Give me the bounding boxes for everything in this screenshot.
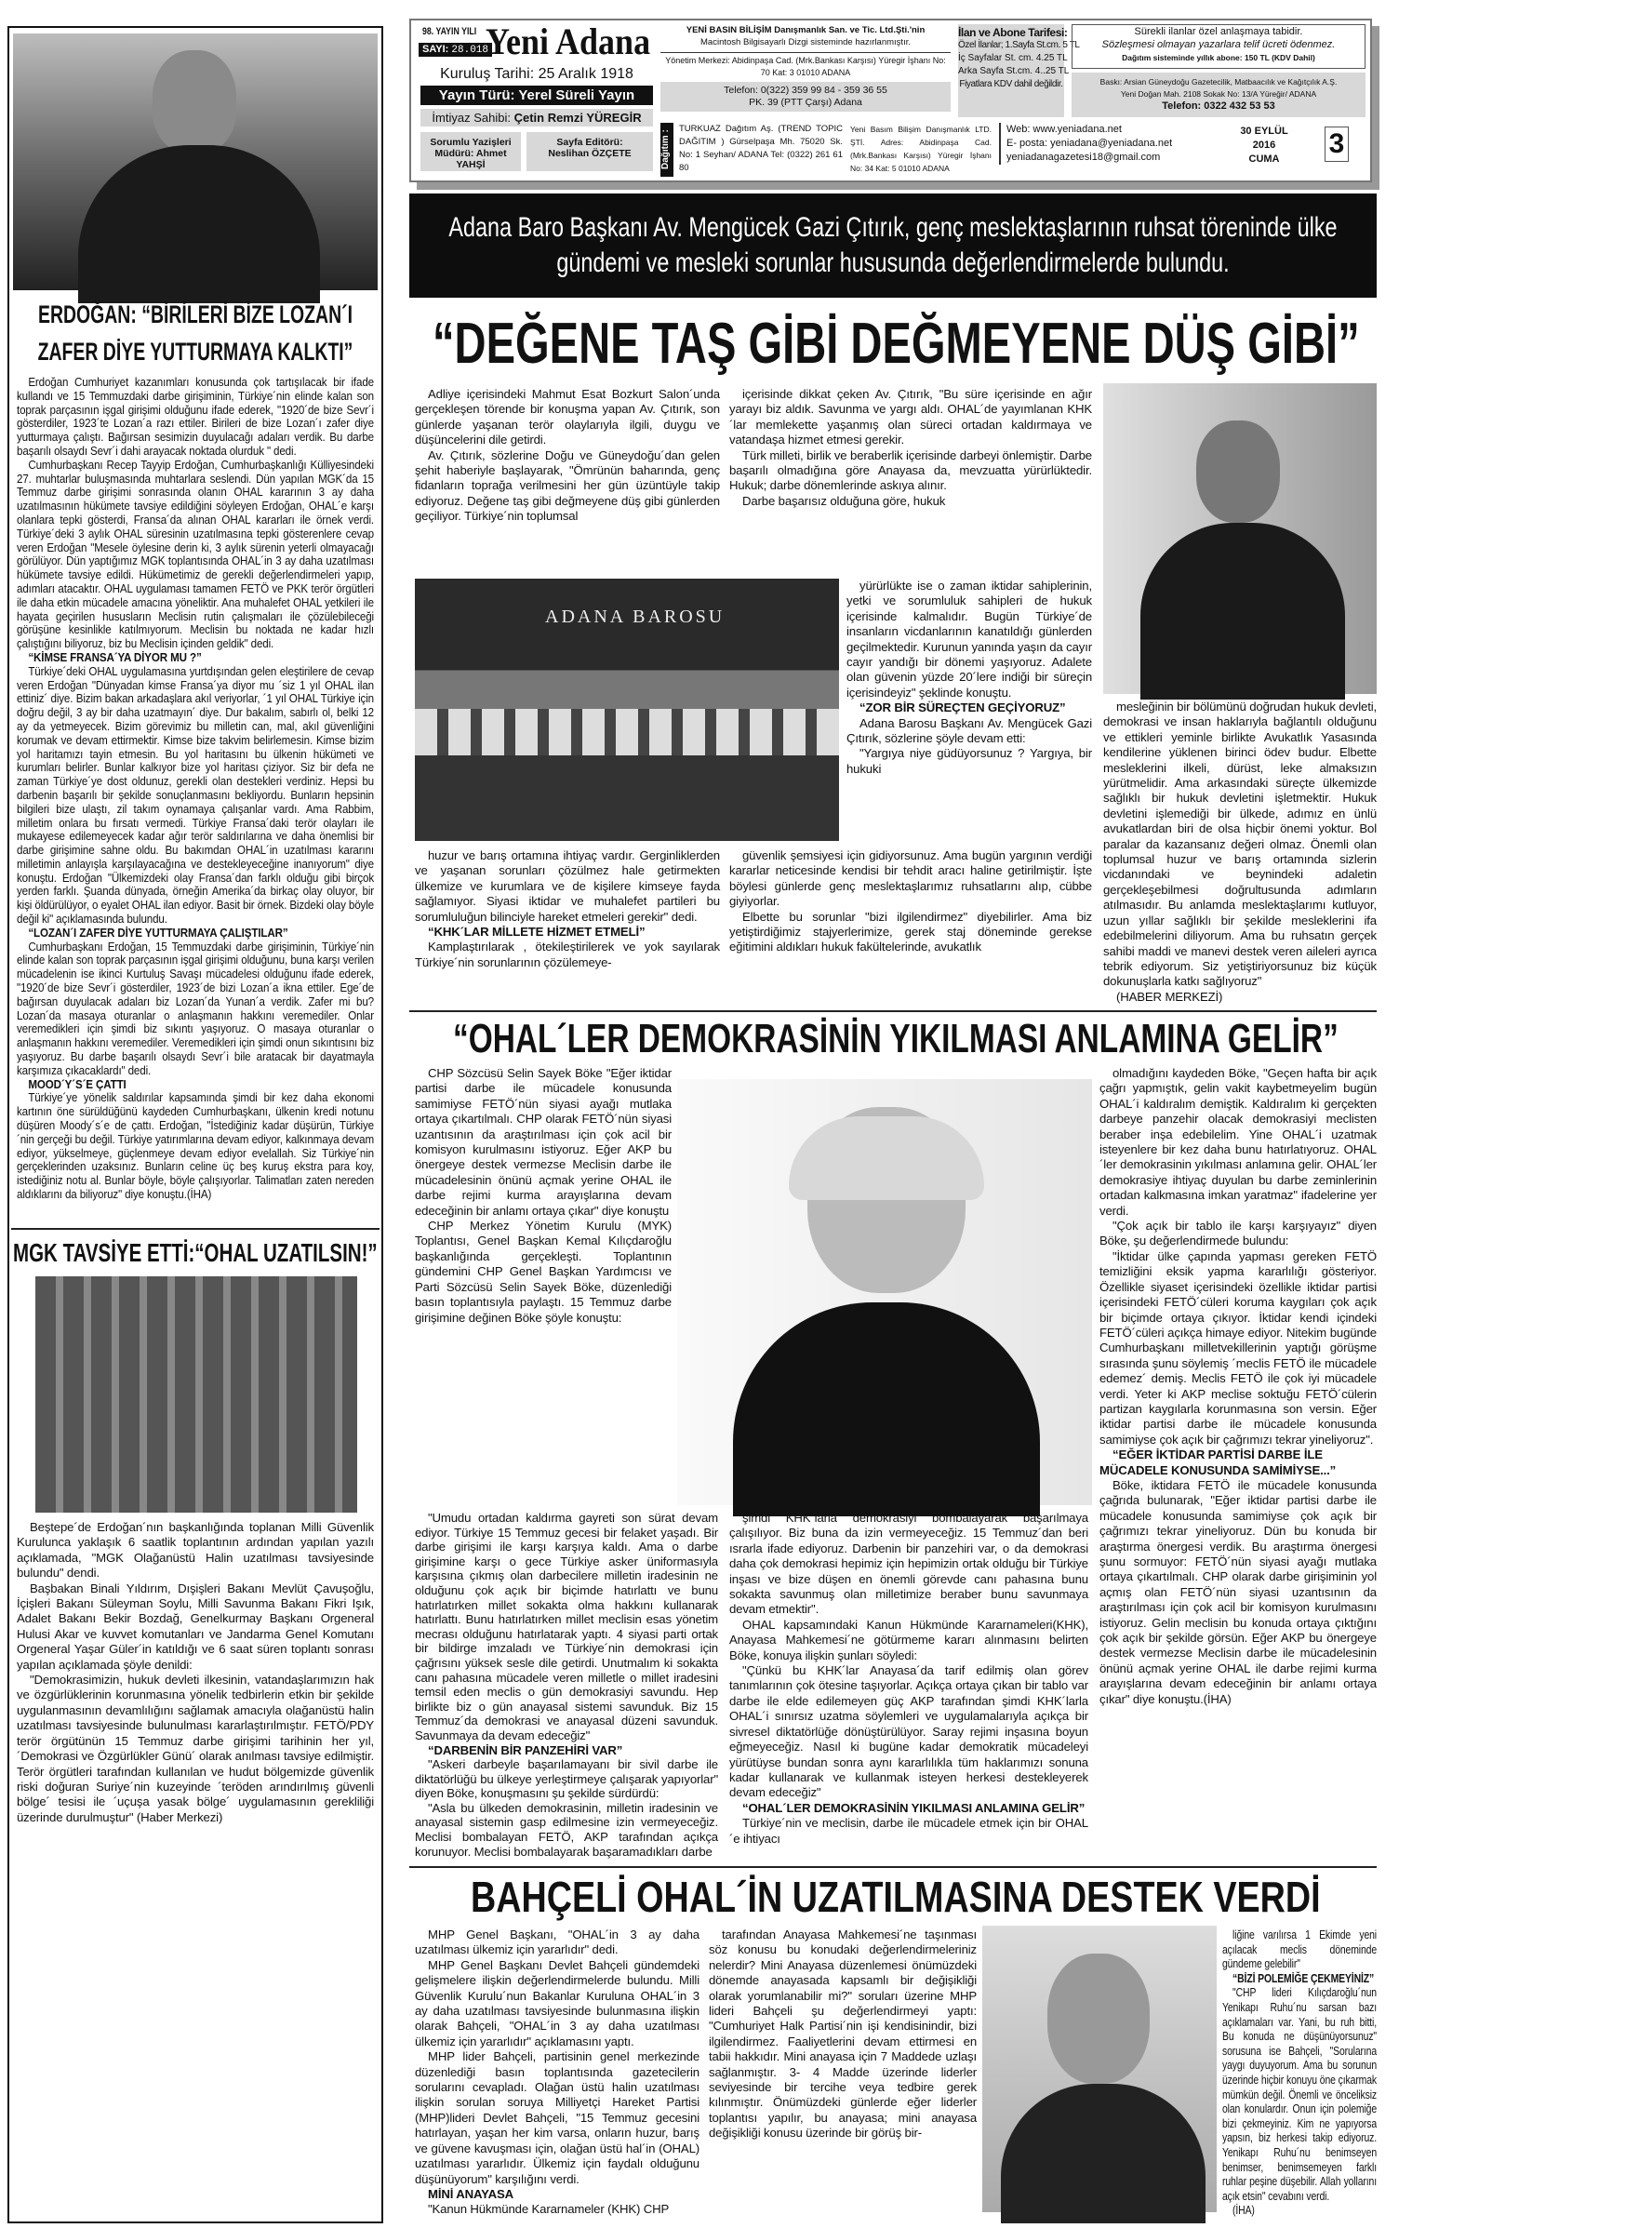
headline-text: “DEĞENE TAŞ GİBİ DEĞMEYENE DÜŞ GİBİ” — [432, 312, 1360, 376]
paragraph: Adliye içerisindeki Mahmut Esat Bozkurt Salon´unda gerçekleşen törende bir konuşma yapan Av. Çıtırık, son günlerde yaşanan terör olaylarıyla ilgili, duygu ve düşüncelerini dile getirdi. — [415, 387, 720, 447]
paragraph: huzur ve barış ortamına ihtiyaç vardır. Gerginliklerden ve yaşanan sorunları çözülmez hale getirmekten ülkemize ve kurumlara ve de kişilere kimseye fayda sağlamıyor. Siyasi iktidar ve muhalefet partileri bu sorumluluğun bilinciyle hareket etmeleri gerekir" dedi. — [415, 848, 720, 924]
paragraph: (İHA) — [1232, 2203, 1255, 2218]
phone-box: Telefon: 0(322) 359 99 84 - 359 36 55 PK. 39 (PTT Çarşı) Adana — [660, 82, 951, 112]
paragraph: "Umudu ortadan kaldırma gayreti son sürat devam ediyor. Türkiye 15 Temmuz gecesi bir felaket yaşadı. Bir darbe girişimi ile karşı karşıya kaldı. Ama o darbe girişimine karşı o gece Türkiye asker üniformasıyla karşısına çıkmış olan darbecilere milletin iradesinin ne olduğunu çok açık bir biçimde hatırlattı ve bunu hatırlatırken millet sokakta olma hakkını kullanarak hatırlattı. Bunu hatırlatırken millet meclisin esas yönetim mecrası olduğunu hatırlatarak yaptı. 4 siyasi parti ortak bir bildirge imzaladı ve Türkiye´nin demokrasi için çağrısını yüksek sesle dile getirdi. Unutmalım ki sokakta canı pahasına mücadele veren milletle o millet iradesini temsil eden meclis o gün demokrasiyi savundu. Hep birlikte biz o gün anayasal sistemi savunduk. Biz 15 Temmuz´da demokrasi ve anayasal düzeni savunduk. Savunmaya da devam edeceğiz" — [415, 1511, 718, 1742]
paragraph: içerisinde dikkat çeken Av. Çıtırık, "Bu süre içerisinde en ağır yarayı biz aldık. Savunma ve yargı aldı. OHAL´de yayımlanan KHK´lar memlekette yaşanmış olan süreci ortadan kaldırmaya ve vatandaşa hizmet etmesi gerekir. — [729, 387, 1092, 447]
headline-text: BAHÇELİ OHAL´İN UZATILMASINA DESTEK VERDİ — [471, 1873, 1321, 1921]
paragraph: Türkiye´ye yönelik saldırılar kapsamında şimdi bir kez daha ekonomi kartının öne sürüldüğünü kaydeden Cumhurbaşkanı, ülkenin kredi notunu düşüren Moody´s´e de çattı. Erdoğan, "İstediğiniz kadar düşürün, Türkiye´nin gerçeği bu değil. Türkiye yatırımlarına devam ediyor, kalkınmaya devam ediyor, yükselmeye, güçlenmeye devam ediyor evelallah. Siz Türkiye´nin gerçeklerinden uzaksınız. Bunların celine üç beş kuruş ekstra para koy, istediğiniz notu al. Bunlar böyle, böyle çalışıyorlar. Talimatları zaten nereden aldıklarını da biliyoruz" diye konuştu.(İHA) — [17, 1090, 374, 1202]
founded-date: Kuruluş Tarihi: 25 Aralık 1918 — [440, 66, 633, 82]
paragraph: Cumhurbaşkanı Recep Tayyip Erdoğan, Cumhurbaşkanlığı Külliyesindeki 27. muhtarlar buluşmasında muhtarlara seslendi. Dün yapılan MGK´da 15 Temmuz darbe girişimi sonrasında olanın OHAL kararının 3 ay daha uzatılmasının hükümete tavsiye edildiğini söyleyen Erdoğan, OHAL´e karşı olanlara tepki gösterdi, Fransa´da alınan OHAL kararları ile örnek verdi. Türkiye´deki 3 aylık OHAL süresinin uzatılmasına tepki gösterenlere cevap veren Erdoğan "Mesele öylesine derin ki, 3 aylık sürenin yeterli olmayacağı görülüyor. Dün yaptığımız MGK toplantısında OHAL´in 3 ay daha uzatılması hükümete tavsiye edildi. Hükümetimiz de gerekli değerlendirmeleri yapıp, adımları atacaktır. OHAL uygulaması tamamen FETÖ ve PKK terör örgütleri ile daha etkin mücadele amacına yöneliktir. Ana muhalefet OHAL yetkileri ile hayata geçirilen hususların Meclisin rutin çalışmaları ile çözülebileceği görüşüne kesinlikle katılmıyorum. Meclisin bu noktada ne kadar hızlı çalıştığını biliyoruz, biz bu Meclisin içinden geldik" dedi. — [17, 457, 374, 651]
paragraph: şimdi KHK´larla demokrasiyi bombalayarak başarılmaya çalışılıyor. Biz buna da izin vermeyeceğiz. 15 Temmuz´dan beri ısrarla ifade ediyoruz. Darbenin bir panzehiri var, o da demokrasi daha çok demokrasi hepimiz için hepimizin ortak olduğu bir Türkiye inşası ve bize düşen en önemli görevde canı pahasına bunu sokakta savunmuş olan milletimize beraber bunu savunmaya devam etmektir". — [729, 1511, 1088, 1617]
publication-type: Yayın Türü: Yerel Süreli Yayın — [420, 86, 653, 105]
ohal-col1-bottom — [415, 1511, 718, 1859]
baro-col2 — [729, 387, 1092, 509]
paragraph: yürürlükte ise o zaman iktidar sahiplerinin, yetki ve sorumluluk sahipleri de hukuk içerisinde kalmalıdır. Bugün Türkiye´de insanların vicdanlarının kanatıldığı günlerden geçilmektedir. Kurunun yanında yaşın da cayır cayır yandığı bir dönemi yaşıyoruz. Adalete olan güvenin yüzde 20´lere indiği bir süreçin içerisindeyiz" şeklinde konuştu. — [846, 579, 1092, 700]
left1-body — [17, 376, 374, 1202]
paragraph: liğine varılırsa 1 Ekimde yeni açılacak meclis döneminde gündeme gelebilir" — [1222, 1928, 1377, 1971]
contact-info — [999, 123, 1219, 165]
paragraph: MHP Genel Başkanı, "OHAL´in 3 ay daha uzatılması ülkemiz için yararlıdır" dedi. — [415, 1928, 699, 1957]
ad-rates: İlan ve Abone Tarifesi: Özel İlanlar; 1.Sayfa St.cm. 5 TL İç Sayfalar St. cm. 4.25 TL Arka Sayfa St.cm. 4..25 TL Fiyatlara KDV dahil değildir. — [958, 24, 1064, 117]
paragraph: Başbakan Binali Yıldırım, Dışişleri Bakanı Mevlüt Çavuşoğlu, İçişleri Bakanı Süleyman Soylu, Milli Savunma Bakanı Fikri Işık, Adalet Bakanı Bekir Bozdağ, Genelkurmay Başkanı Orgeneral Hulusi Akar ve kuvvet komutanları ve Jandarma Genel Komutanı Orgeneral Yaşar Güler´in katıldığı ve 6 saat süren toplantı sonrası yapılan açıklamada şöyle denildi: — [17, 1581, 374, 1672]
paragraph: Böke, iktidara FETÖ ile mücadele konusunda çağrıda bulunarak, "Eğer iktidar partisi darbe ile mücadele konusunda samimiyse çok açık bir çağrımızı tekrar yineliyoruz. Dün bu konuda bir araştırma önergesi verdik. Bu araştırma önergesi şunu sormuyor: FETÖ´nün siyasi ayağı mutlaka ortaya çıkartılmalı. CHP olarak darbe girişiminin yol açmış olan FETÖ´nün siyasi uzantısının da araştırılması için çok acil bir komisyon kurulmasını istiyoruz. Gelin meclisin bu konuda ortaya çıktığını çok açık bir şekilde görsün. Eğer AKP bu önergeye destek vermezse Meclisin darbe ile mücadelesinin önünü açmak yerine OHAL ile darbe rejimi kurma arayışlarına devam edeceğinin bir anlamı ortaya çıkar" diye konuştu.(İHA) — [1099, 1477, 1377, 1706]
baro-col3 — [1103, 700, 1377, 1005]
paragraph: Beştepe´de Erdoğan´nın başkanlığında toplanan Milli Güvenlik Kurulunca yaklaşık 6 saatlik toplantının ardından yapılan yazılı açıklamada, "MGK Olağanüstü Halin uzatılması tavsiyesinde bulundu" dendi. — [17, 1520, 374, 1581]
paragraph: "Demokrasimizin, hukuk devleti ilkesinin, vatandaşlarımızın hak ve özgürlüklerinin korunmasına yönelik tedbirlerin etkin bir şekilde uygulanmasının devamlılığını sağlamak amacıyla olağanüstü halin uzatılması tavsiyesinde bulunulması kararlaştırılmıştır. FETÖ/PDY terör örgütünün 15 Temmuz darbe girişimi tarihinin her yıl, ´Demokrasi ve Özgürlükler Günü´ olarak anılması tavsiye edilmiştir. Terör örgütleri tarafından kullanılan ve hudut bölgemizde güvenlik riski doğuran Suriye´nin kuzeyinde ´teröden arındırılmış güvenli bölge´ tesisi ile ´uçuşa yasak bölge´ uygulamasının gerekliliği üzerinde durulmuştur" (Haber Merkezi) — [17, 1673, 374, 1824]
notice-box: Sürekli ilanlar özel anlaşmaya tabidir. Sözleşmesi olmayan yazarlara telif ücreti ödenmez. Dağıtım sisteminde yıllık abone: 150 TL (KDV Dahil) — [1072, 24, 1366, 69]
paragraph: CHP Merkez Yönetim Kurulu (MYK) Toplantısı, Genel Başkan Kemal Kılıçdaroğlu başkanlığında gerçekleşti. Toplantının gündemini CHP Genel Başkan Yardımcısı ve Parti Sözcüsü Selin Sayek Böke, düzenlediği basın toplantısıyla paylaştı. 15 Temmuz darbe girişimine değinen Böke şöyle konuştu: — [415, 1219, 672, 1325]
bahceli-col2 — [709, 1928, 977, 2141]
subheading: “BİZİ POLEMİĞE ÇEKMEYİNİZ” — [1232, 1970, 1375, 1985]
headline-text: “OHAL´LER DEMOKRASİNİN YIKILMASI ANLAMINA GELİR” — [453, 1016, 1339, 1061]
mgk-meeting-photo — [35, 1276, 357, 1513]
paragraph: "Askeri darbeyle başarılamayanı bir sivil darbe ile diktatörlüğü bu ülkeye yerleştirmeye çalışarak yapıyorlar" diyen Böke, konuşmasını şu şekilde sürdürdü: — [415, 1757, 718, 1801]
paragraph: "Yargıya niye güdüyorsunuz ? Yargıya, bir hukuki — [846, 746, 1092, 776]
erdogan-photo — [13, 33, 378, 290]
ohal-col2-bottom — [729, 1511, 1088, 1847]
paragraph: Elbette bu sorunlar "bizi ilgilendirmez" diyebilirler. Ama biz yetiştirdiğimiz stajyerlerimize, gerek staj döneminde gerekse eğitimini aldıkları hukuk fakültelerinde, avukatlık — [729, 909, 1092, 954]
email-link[interactable]: E- posta: yeniadana@yeniadana.net — [1006, 138, 1173, 149]
paragraph: Kamplaştırılarak , ötekileştirilerek ve yok sayılarak Türkiye´nin sorunlarının çözülemeye- — [415, 940, 720, 969]
paragraph: "Çok açık bir tablo ile karşı karşıyayız" diyen Böke, şu değerlendirmede bulundu: — [1099, 1219, 1377, 1248]
subheading: “KİMSE FRANSA´YA DİYOR MU ?” — [28, 649, 202, 664]
ohal-headline — [415, 1016, 1377, 1062]
bahceli-col3 — [1222, 1928, 1377, 2218]
paragraph: Türkiye´deki OHAL uygulamasına yurtdışından gelen eleştirilere de cevap veren Erdoğan "Dünyadan kimse Fransa´ya diyor mu ´siz 1 yıl OHAL ilan ettiniz´ diye. Bizim bakan arkadaşlara akıl veriyorlar, ´1 yıl OHAL Türkiye için doğru değil, 3 ay bir daha uzatmayın´ diye. Dur bakalım, sabırlı ol, belki 12 ay da yetmeyecek. Bizim görevimiz bu milletin can, mal, akıl güvenliğini korumak ve devam ettirmektir. Kimse bize takvim belirlemesin. Kimse bizim yol haritamızı tayin etmesin. Bu yol haritasını bu ülkenin hükümeti ve kurumları belirler. Bunlar kalkıyor bize yol haritası çiziyor. Siz bir defa ne zaman Türkiye´ye dost oldunuz, gerekli olan destekleri verdiniz. Hepsi bu darbenin başarılı bir şekilde sonuçlanmasını bekliyordu. Bunların hepsinin bilgileri bize ulaştı, zil takım oynamaya çalışanlar vardı. Ama Rabbim, milletim onlara bu fırsatı vermedi. Türkiye Fransa´daki terör olayları ile mukayese edilemeyecek kadar ağır terör saldırılarına ve daha önemlisi bir darbe girişimine sahne oldu. Bu bakımdan OHAL´in uzatılması kararını milletimin anlayışla karşılayacağına ve destekleyeceğine inanıyorum" diye konuştu. Erdoğan "Ülkemizdeki olay Fransa´dan farklı olduğu gibi birçok yerden farklı. Şuanda dünyada, örneğin Amerika´da birkaç olay oluyor, bir kişi öldürülüyor, o eyalet OHAL ilan ediyor. Basit bir örnek. Bizdeki olay böyle değil ki" açıklamasında bulundu. — [17, 663, 374, 927]
subheading: “LOZAN´I ZAFER DİYE YUTTURMAYA ÇALIŞTILAR” — [28, 925, 288, 940]
publisher-info: Yeni Basım Bilişim Danışmanlık LTD. ŞTİ. Adres: Abidinpaşa Cad. (Mrk.Bankası Karşısı) Yüregir İşhanı No: 34 Kat: 5 01010 ADANA — [850, 125, 992, 173]
paragraph: "Asla bu ülkeden demokrasinin, milletin iradesinin ve anayasal sistemin gasp edilmesine izin vermeyeceğiz. Meclisi bombalayan FETÖ, AKP tarafından açıkça korunuyor. Meclisi bombalayarak başaramadıkları darbe — [415, 1800, 718, 1859]
website-link[interactable]: Web: www.yeniadana.net — [1006, 124, 1122, 135]
baro-col2-narrow — [846, 579, 1092, 777]
issue-date: 30 EYLÜL 2016 CUMA — [1240, 126, 1288, 165]
baro-col2-bottom — [729, 848, 1092, 955]
paragraph: (HABER MERKEZİ) — [1116, 989, 1223, 1004]
baro-col1-bottom — [415, 848, 720, 970]
baro-headline — [415, 307, 1377, 381]
subheading: “EĞER İKTİDAR PARTİSİ DARBE İLE MÜCADELE KONUSUNDA SAMİMİYSE...” — [1099, 1448, 1337, 1477]
paragraph: "Çünkü bu KHK´lar Anayasa´da tarif edilmiş olan görev tanımlarının çok ötesine taşıyorlar. Açıkça ortaya çıkan bir tablo var darbe ile elde edilemeyen güç AKP tarafından şimdi KHK´larla OHAL´i sınırsız uzatma söylemleri ve uygulamalarıyla açıkça bir sivresel diktatörlüğe dönüştürülüyor. Saray rejimi inşasına boyun eğmeyeceğiz. Nasıl ki bugüne kadar demokratik mücadeleyi yürütüyse bundan sonra aynı kararlılıkla tüm haklarımızı sonuna kadar kullanarak ve kullanmak isteyen herkesi destekleyerek devam edeceğiz" — [729, 1663, 1088, 1800]
photo-sign-text: ADANA BAROSU — [545, 607, 726, 627]
masthead — [409, 19, 1372, 182]
ohal-col1 — [415, 1066, 672, 1326]
subheading: “ZOR BİR SÜREÇTEN GEÇİYORUZ” — [859, 700, 1066, 715]
page-number: 3 — [1325, 127, 1349, 162]
owner: İmtiyaz Sahibi: Çetin Remzi YÜREGİR — [420, 109, 653, 127]
subheading: “OHAL´LER DEMOKRASİNİN YIKILMASI ANLAMINA GELİR” — [742, 1800, 1086, 1815]
page-editor: Sayfa Editörü: Neslihan ÖZÇETE — [526, 132, 653, 171]
distribution-info: TURKUAZ Dağıtım Aş. (TREND TOPIC DAĞITIM ) Gürselpaşa Mh. 75020 Sk. No: 1 Seyhan/ ADANA Tel: (0322) 261 61 80 — [679, 124, 843, 173]
divider — [11, 1228, 380, 1230]
paragraph: Türk milleti, birlik ve beraberlik içerisinde darbeyi önlemiştir. Darbe başarılı olmadığına göre Anayasa da, mevzuatta yürürlüktedir. Hukuk; darbe dönemlerinde askıya alınır. — [729, 447, 1092, 493]
baro-col1 — [415, 387, 720, 525]
ohal-col3 — [1099, 1066, 1377, 1707]
bahceli-headline — [415, 1872, 1377, 1922]
bahceli-col1 — [415, 1928, 699, 2218]
paragraph: MHP lider Bahçeli, partisinin genel merkezinde düzenlediği basın toplantısında gazetecilerin sorularını cevapladı. Olağan üstü halin uzatılması ilişkin sorulan soruya Milliyetçi Hareket Partisi (MHP)lideri Devlet Bahçeli, "15 Temmuz gecesini hatırlayan, yaşan her kim varsa, onların huzur, barış ve güvene kavuşması için, olağan üstü hal´in (OHAL) uzatılması yararlıdır. Ülkemiz için faydalı olduğunu düşünüyorum" karşılığını verdi. — [415, 2049, 699, 2186]
divider — [409, 1866, 1377, 1868]
paragraph: Darbe başarısız olduğuna göre, hukuk — [742, 493, 946, 508]
issue-number: 28.018 — [451, 45, 488, 56]
gmail-link[interactable]: yeniadanagazetesi18@gmail.com — [1006, 152, 1161, 163]
paragraph: CHP Sözcüsü Selin Sayek Böke "Eğer iktidar partisi darbe ile mücadele konusunda samimiyse FETÖ´nün siyasi ayağı mutlaka ortaya çıkartılmalı. CHP olarak FETÖ´nün siyasi uzantısının da araştırılması için çok acil bir komisyon kurulmasını istiyoruz. Eğer AKP bu önergeye destek vermezse Meclisin darbe ile mücadelesinin önünü açmak yerine OHAL ile darbe rejimi kurma arayışlarına devam edeceğinin bir anlamı ortaya çıkar" diye konuştu — [415, 1066, 672, 1218]
left2-body — [17, 1520, 374, 1825]
print-info: Baskı: Arsian Güneydoğu Gazetecilik, Matbaacılık ve Kağıtçılık A.Ş. Yeni Doğan Mah. 2108 Sokak No: 13/A Yüreğir/ ADANA Telefon: 0322 432 53 53 — [1072, 73, 1366, 117]
paragraph: güvenlik şemsiyesi için gidiyorsunuz. Ama bugün yargının verdiği kararlar neticesinde kendisi bir tehdit aracı haline getirilmiştir. İşte böylesi günlerde genç meslektaşlarımız ruhsatlarını alıp, cübbe giyiyorlar. — [729, 848, 1092, 909]
editor-in-chief: Sorumlu Yazişleri Müdürü: Ahmet YAHŞİ — [420, 132, 521, 171]
subheading: “DARBENİN BİR PANZEHİRİ VAR” — [428, 1742, 623, 1757]
issue-badge: SAYI: 28.018 — [419, 43, 492, 57]
paragraph: MHP Genel Başkanı Devlet Bahçeli gündemdeki gelişmelere ilişkin değerlendirmelerde bulundu. Milli Güvenlik Kurulu´nun Bakanlar Kuruluna OHAL´in 3 ay daha uzatılması tavsiyesinde bulunmasına ilişkin olarak Bahçeli, "OHAL´in 3 ay daha uzatılması ülkemiz için yararlıdır" açıklamasını yaptı. — [415, 1957, 699, 2048]
citirik-photo — [1103, 383, 1377, 694]
press-info: YENİ BASIN BİLİŞİM Danışmanlık San. ve Tic. Ltd.Şti.'nin Macintosh Bilgisayarlı Dizgi sisteminde hazırlanmıştır. — [686, 25, 926, 47]
subheading: “KHK´LAR MİLLETE HİZMET ETMELİ” — [428, 925, 646, 940]
logo: Yeni Adana — [486, 20, 651, 62]
subheading: MOOD´Y´S´E ÇATTI — [28, 1076, 127, 1091]
bahceli-photo — [982, 1926, 1217, 2212]
paragraph: Av. Çıtırık, sözlerine Doğu ve Güneydoğu´dan gelen şehit haberiyle başlayarak, "Ömrünün baharında, genç fidanların toprağa verilmesini her gün üzüntüyle takip ediyoruz. Değene taş gibi değmeyene düş gibi günlerden geçiliyor. Türkiye´nin toplumsal — [415, 447, 720, 524]
paragraph: olmadığını kaydeden Böke, "Geçen hafta bir açık çağrı yapmıştık, gelin vakit kaybetmeyelim bugün OHAL´i kaldıralım demiştik. Kaldıralım ki gerçekten darbeye panzehir olacak demokrasiyi meclisten beraber inşa edebilelim. Yine OHAL´i uzatmak isteyenlere bir kez daha bunu hatırlatıyoruz. OHAL´ler demokrasinin yıkılması anlamına gelir. OHAL´ler demokrasiye ihtiyaç duyulan bu darbe zeminlerinin ortadan kalkmasına imkan yaratmaz" ifadelerine yer verdi. — [1099, 1066, 1377, 1218]
paragraph: mesleğinin bir bölümünü doğrudan hukuk devleti, demokrasi ve insan haklarıyla bağlantılı olduğunu ve ettikleri yeminle birlikte Avukatlık Yasasında kendilerine yüklenen birinci ödev budur. Elbette mesleklerini ilkeli, dürüst, leke almaksızın yürütmelidir. Ama arkasındaki süreçte ülkemizde sağlıklı bir hukuk devletini işletmektir. Hukuk devletini işlemediği bir ülkede, adımız en ünlü avukatlardan biri de olsa hiçbir önemi yoktur. Bol paralar da kazansanız değeri olmaz. Önemli olan toplumsal huzur ve barış ortamında sizlerin vicdanındaki ve beynindeki adaletin gerçekleşebilmesi doğrultusunda adımların atılmasıdır. Bu anlamda meslektaşlarımı kutluyor, uzun yıllar sağlıklı bir şekilde mesleklerini ifa edebilmelerini diliyorum. Ama bu ruhsatın gerçek sahibi maddi ve manevi destek veren aileleri ayrıca tebrik ediyorum. Siz yetiştiriyorsunuz biz küçük dokunuşlarla katkı sağlıyoruz" — [1103, 700, 1377, 989]
left2-headline — [13, 1235, 378, 1271]
ceremony-photo — [415, 579, 839, 841]
distribution-label: Dağıtım : — [660, 123, 673, 177]
publication-year: 98. YAYIN YILI — [422, 26, 477, 37]
left1-headline: ERDOĞAN: “BİRİLERİ BİZE LOZAN´I ZAFER DİYE YUTTURMAYA KALKTI” — [37, 300, 353, 366]
paragraph: Adana Barosu Başkanı Av. Mengücek Gazi Çıtırık, sözlerine şöyle devam etti: — [846, 715, 1092, 746]
divider — [409, 1010, 1377, 1012]
management-address: Yönetim Merkezi: Abidinpaşa Cad. (Mrk.Bankası Karşısı) Yüregir İşhanı No: 70 Kat: 3 01010 ADANA — [660, 52, 951, 79]
paragraph: "İktidar ülke çapında yapması gereken FETÖ temizliğini eksik yapma kararlılığı gösteriyor. Özellikle siyaset içerisindeki özellikle iktidar partisi içerisindeki FETÖ´cüleri koruma kaygıları çok açık bir biçimde ortaya çıkıyor. İktidar kendi içindeki FETÖ´cüleri açıkça himaye ediyor. Nitekim bugünde Cumhurbaşkanı milletvekillerinin yaptığı görüşme sırasında şunu söylemiş ´meclis FETÖ ile mücadele edemez´ demiş. Meclis FETÖ ile çok iyi mücadele verdi. Yeter ki AKP meclise soktuğu FETÖ´cülerin partizan kaygılarla korunmasına son versin. Eğer iktidar partisi darbe ile mücadele konusunda samimiyse çok açık bir çağrımızı tekrar yineliyoruz". — [1099, 1248, 1377, 1447]
paragraph: Türkiye´nin ve meclisin, darbe ile mücadele etmek için bir OHAL´e ihtiyacı — [729, 1816, 1088, 1846]
headline-text: MGK TAVSİYE ETTİ:“OHAL UZATILSIN!” — [13, 1238, 378, 1267]
paragraph: Cumhurbaşkanı Erdoğan, 15 Temmuzdaki darbe girişiminin, Türkiye´nin elinde kalan son toprak parçasının işgal girişimi olduğunu, buna karşı verilen mücadelenin ise ikinci Kurtuluş Savaşı mücadelesi olduğunu ifade ederek, "1920´de bize Sevr´i gösterdiler, 1923´de bizi Lozan´a ikna ettiler. Ege´de bağırsan duyulacak adaları biz Lozan´da Yunan´a verdik. Zafer mi bu? Lozan´da masaya oturanlar o anlaşmanın hakkını veremediler. Onlar veremedikleri için şimdi biz sıkıntı yaşıyoruz. O masaya oturanlar o anlaşmanın hakkını veremediler. Veremedikleri için şimdi onun sıkıntısını biz yaşıyoruz. Bu darbe başarılı olsaydı Sevr´i bile aratacak bir dayatmayla karşımıza çıkacaklardı" dedi. — [17, 939, 374, 1077]
paragraph: "CHP lideri Kılıçdaroğlu´nun Yenikapı Ruhu´nu sarsan bazı açıklamaları var. Yani, bu ruh bitti, Bu konuda ne düşünüyorsunuz" sorusuna ise Bahçeli, "Sorularına yaygı duyuyorum. Ama bu sorunun üzerinde hiçbir konuyu öne çıkarmak mümkün değil. Önemli ve önceliksiz olan konulardır. Onun için polemiğe bizi çekmeyiniz. Kim ne yapıyorsa yapsın, biz herkesi takip ediyoruz. Yenikapı Ruhu´nu benimseyen benimser, benimsemeyen farklı ruhlar peşine düşebilir. Allah yollarını açık etsin" cevabını verdi. — [1222, 1985, 1377, 2203]
paragraph: "Kanun Hükmünde Kararnameler (KHK) CHP — [428, 2202, 670, 2217]
paragraph: OHAL kapsamındaki Kanun Hükmünde Kararnameleri(KHK), Anayasa Mahkemesi´ne götürmeme kararı alınmasını belirten Böke, konuya ilişkin şunları söyledi: — [729, 1617, 1088, 1662]
paragraph: tarafından Anayasa Mahkemesi´ne taşınması söz konusu bu konudaki değerlendirmeleriniz nelerdir? Mini Anayasa düzenlemesi önümüzdeki dönemde anayasada kapsamlı bir değişikliği olarak yorumlanabilir mi?" soruları üzerine MHP lideri Bahçeli şu değerlendirmeyi yaptı: "Cumhuriyet Halk Partisi´nin işi kendisinindir, bizi ilgilendirmez. Faaliyetlerini devam ettirmesi en tabii hakkıdır. Mini anayasa için 7 Maddede uzlaşı sağlanmıştır. 3- 4 Madde üzerinde liderler seviyesinde bir tercihe veya tedbire gerek kılınmıştır. Önümüzdeki günlerde eğer liderler toplantısı yapılır, bu anayasa; mini anayasa değişikliği konusu üzerinde bir görüş bir- — [709, 1928, 977, 2141]
paragraph: Erdoğan Cumhuriyet kazanımları konusunda çok tartışılacak bir ifade kullandı ve 15 Temmuzdaki darbe girişiminin, Türkiye´nin elinde kalan son toprak parçasının işgal girişimi olduğunu ifade ederek, "1920´de bize Sevr´i gösterdiler, 1923´te Lozan´a razı ettiler. Birileri de bize Lozan´ı zafer diye yutturmaya çalıştı. Bağırsan sesimizin duyulacağı adaları verdik. Bu darbe başarılı olsaydı Sevr´i dahi arayacak noktada olurduk " dedi. — [17, 375, 374, 458]
subheading: MİNİ ANAYASA — [428, 2186, 513, 2201]
baro-banner: Adana Baro Başkanı Av. Mengücek Gazi Çıtırık, genç meslektaşlarının ruhsat töreninde ülke gündemi ve mesleki sorunlar hususunda değerlendirmelerde bulundu. — [409, 193, 1377, 298]
boke-photo — [677, 1079, 1092, 1505]
